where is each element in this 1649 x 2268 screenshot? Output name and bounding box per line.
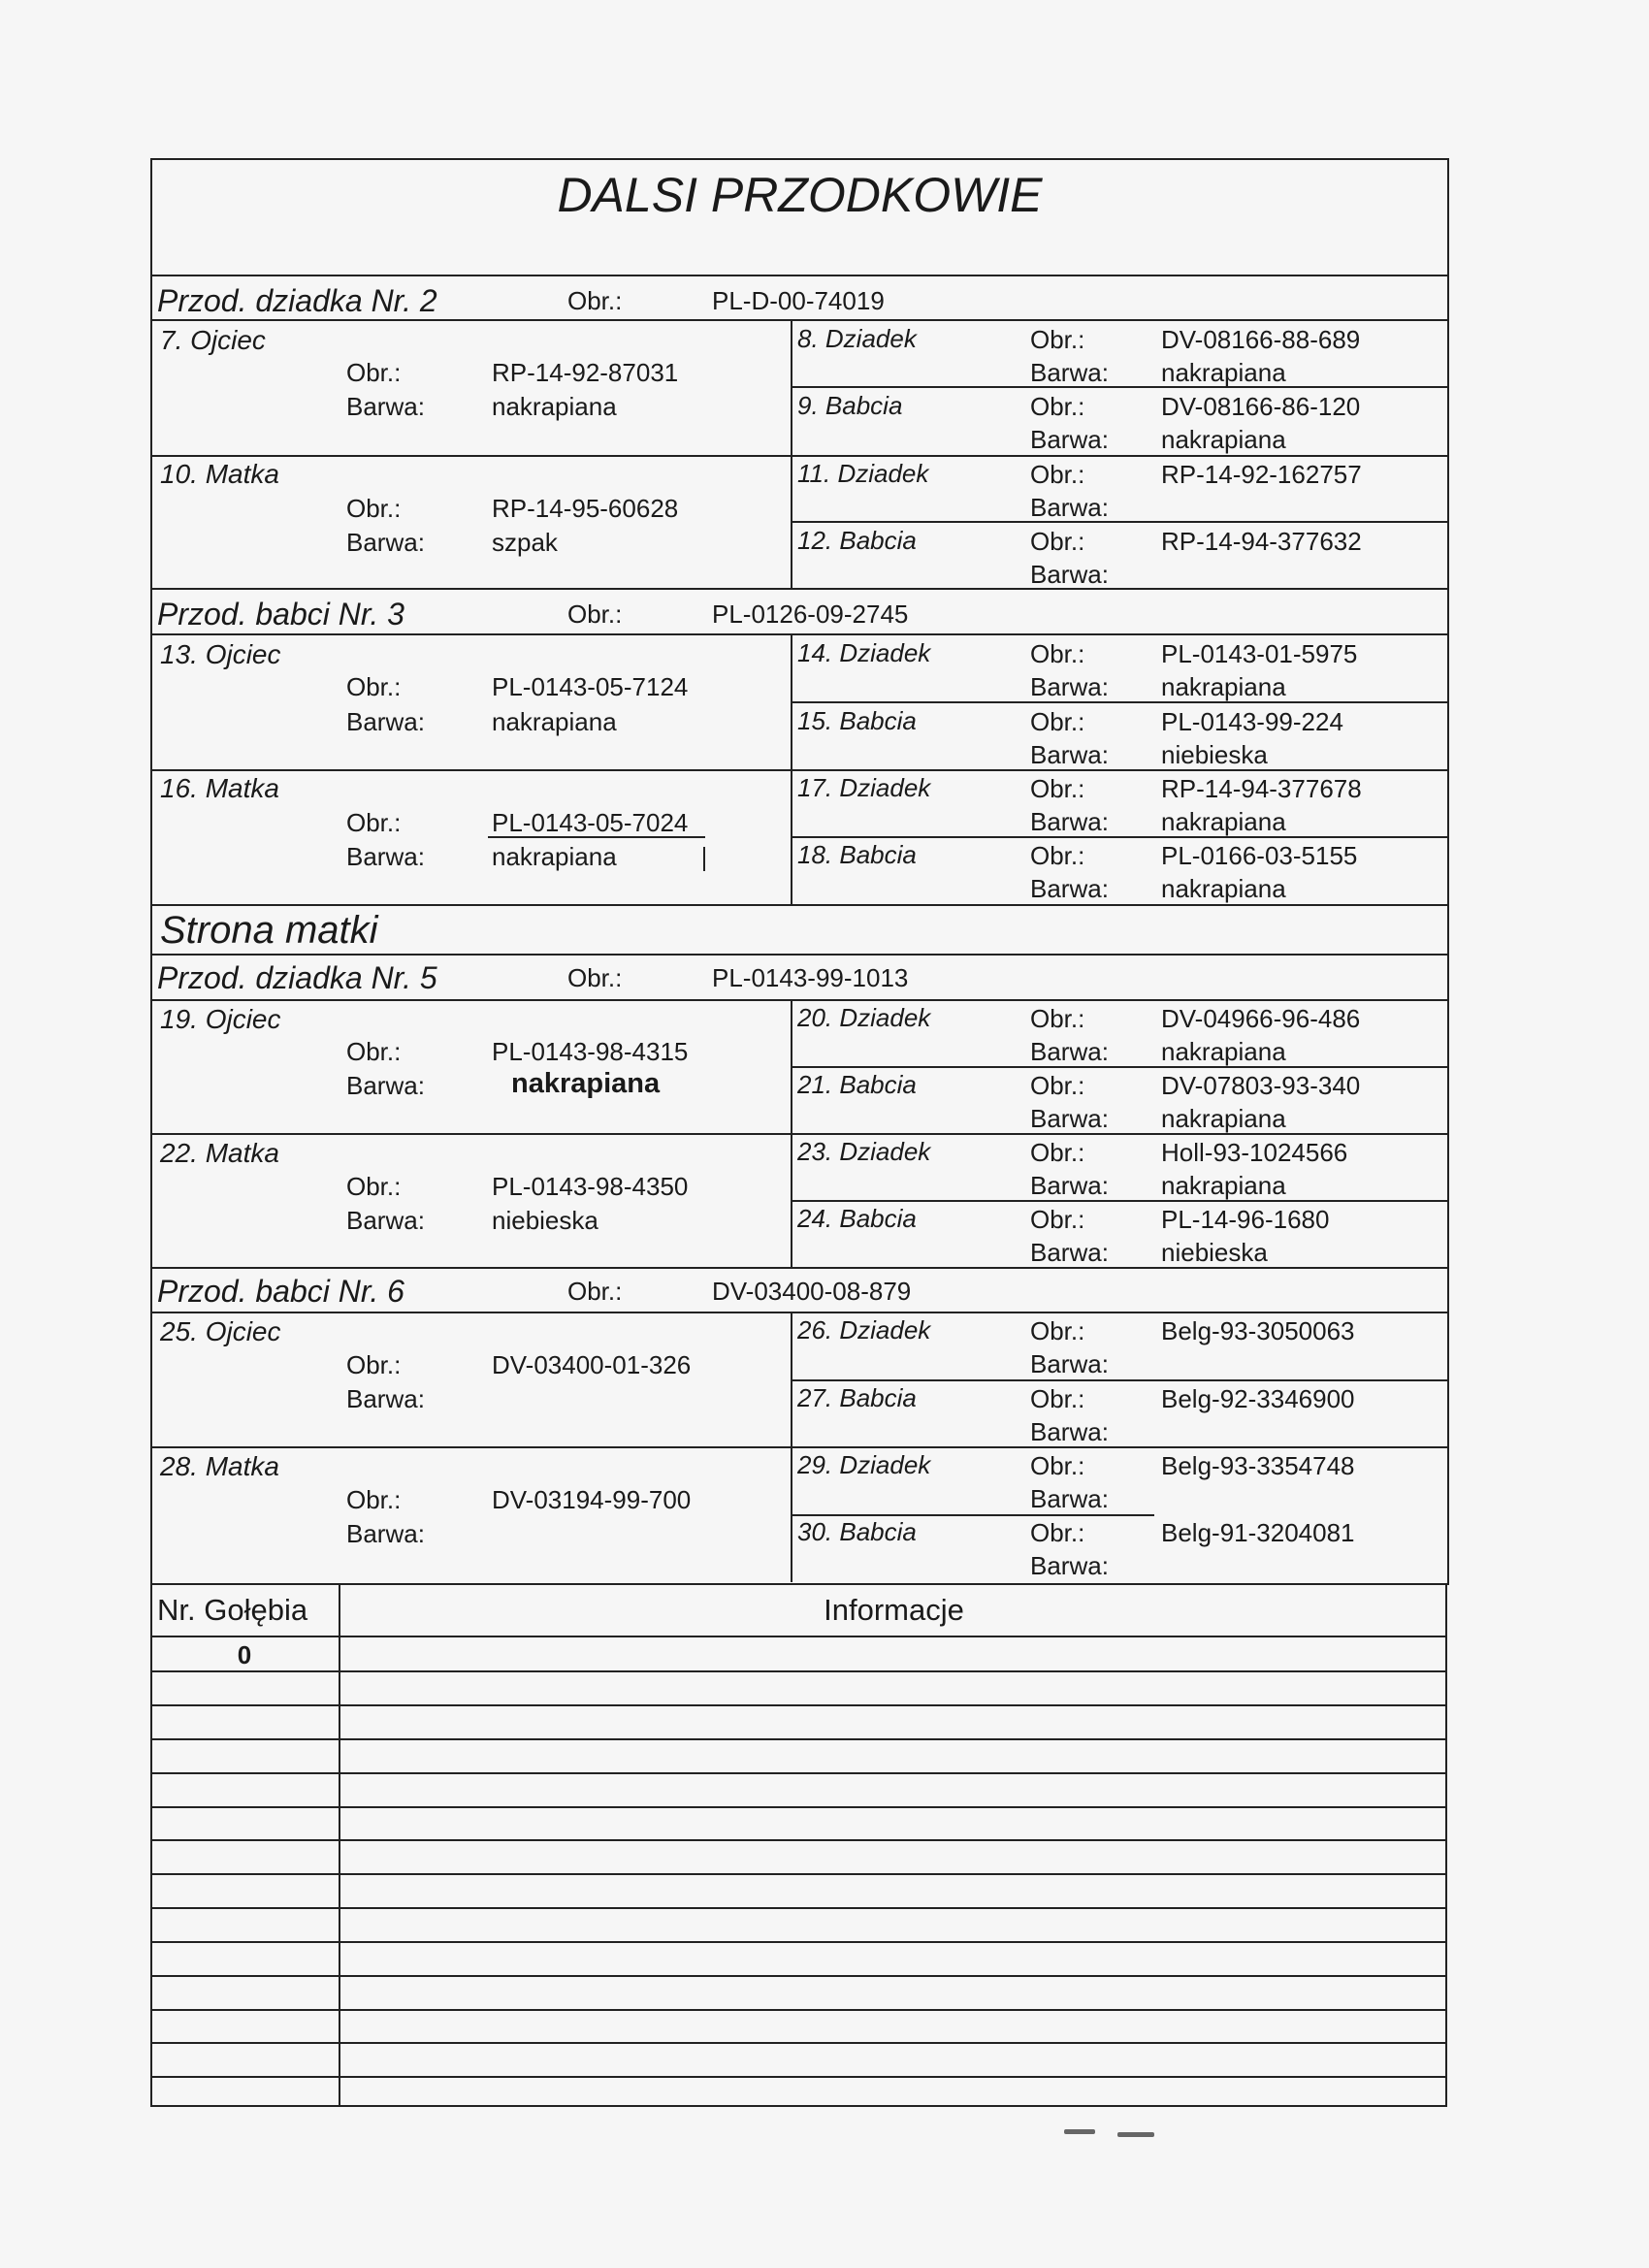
divider — [150, 455, 1449, 457]
info-row-line — [150, 1738, 1447, 1740]
barwa-label: Barwa: — [346, 392, 425, 421]
divider — [150, 633, 1449, 635]
ancestor-name: 22. Matka — [160, 1138, 279, 1168]
barwa-label: Barwa: — [1030, 874, 1109, 903]
ancestor-name: 23. Dziadek — [797, 1137, 931, 1166]
ring-number: PL-D-00-74019 — [712, 286, 885, 315]
divider — [150, 275, 1449, 276]
obr-label: Obr.: — [1030, 1004, 1085, 1033]
obr-label: Obr.: — [346, 1172, 402, 1201]
ring-number: DV-07803-93-340 — [1161, 1071, 1361, 1100]
corner-mark — [703, 847, 705, 871]
color-value: nakrapiana — [1161, 358, 1286, 387]
info-row-line — [150, 2076, 1447, 2078]
barwa-label: Barwa: — [1030, 672, 1109, 701]
obr-label: Obr.: — [346, 494, 402, 523]
barwa-label: Barwa: — [1030, 1484, 1109, 1513]
obr-label: Obr.: — [1030, 392, 1085, 421]
ring-number: Belg-93-3354748 — [1161, 1451, 1355, 1480]
ring-number: Belg-91-3204081 — [1161, 1518, 1355, 1547]
obr-label: Obr.: — [1030, 1451, 1085, 1480]
divider — [150, 1133, 1449, 1135]
barwa-label: Barwa: — [346, 528, 425, 557]
info-row-line — [150, 1907, 1447, 1909]
info-row-line — [150, 1704, 1447, 1706]
info-row-line — [150, 2009, 1447, 2011]
section-heading: Strona matki — [160, 909, 378, 952]
obr-label: Obr.: — [346, 808, 402, 837]
info-table — [150, 1583, 1447, 2107]
ring-number: DV-03400-01-326 — [492, 1350, 692, 1379]
ring-number: RP-14-94-377678 — [1161, 774, 1362, 803]
obr-label: Obr.: — [346, 1037, 402, 1066]
ring-number: RP-14-95-60628 — [492, 494, 679, 523]
divider — [791, 521, 1449, 523]
obr-label: Obr.: — [1030, 1384, 1085, 1413]
info-row-line — [150, 1806, 1447, 1808]
ancestor-name: 29. Dziadek — [797, 1450, 931, 1479]
color-value: nakrapiana — [492, 707, 617, 736]
obr-label: Obr.: — [346, 358, 402, 387]
ring-number: PL-14-96-1680 — [1161, 1205, 1330, 1234]
color-value: niebieska — [1161, 1238, 1268, 1267]
column-divider — [791, 319, 792, 588]
info-row-line — [150, 1873, 1447, 1875]
divider — [791, 1514, 1154, 1516]
divider — [150, 769, 1449, 771]
scan-mark — [1064, 2129, 1095, 2134]
obr-label: Obr.: — [1030, 1316, 1085, 1345]
obr-label: Obr.: — [1030, 1071, 1085, 1100]
ancestor-name: 26. Dziadek — [797, 1315, 931, 1345]
obr-label: Obr.: — [346, 672, 402, 701]
ring-number: PL-0126-09-2745 — [712, 599, 909, 629]
barwa-label: Barwa: — [346, 1071, 425, 1100]
color-value: nakrapiana — [1161, 807, 1286, 836]
ring-number: Holl-93-1024566 — [1161, 1138, 1348, 1167]
ancestor-name: 16. Matka — [160, 773, 279, 803]
color-value: nakrapiana — [492, 842, 617, 871]
ancestor-name: 14. Dziadek — [797, 638, 931, 667]
ancestor-name: 30. Babcia — [797, 1517, 917, 1546]
ancestor-name: 19. Ojciec — [160, 1004, 281, 1034]
ring-number: DV-08166-86-120 — [1161, 392, 1361, 421]
barwa-label: Barwa: — [346, 1384, 425, 1413]
divider — [150, 1446, 1449, 1448]
ancestor-name: 27. Babcia — [797, 1383, 917, 1412]
obr-label: Obr.: — [567, 599, 623, 629]
barwa-label: Barwa: — [1030, 1037, 1109, 1066]
ring-number: PL-0143-01-5975 — [1161, 639, 1358, 668]
obr-label: Obr.: — [567, 963, 623, 992]
obr-label: Obr.: — [1030, 527, 1085, 556]
ring-number: RP-14-94-377632 — [1161, 527, 1362, 556]
ancestor-name: 21. Babcia — [797, 1070, 917, 1099]
divider — [791, 1066, 1449, 1068]
ring-number: RP-14-92-87031 — [492, 358, 679, 387]
group-label: Przod. babci Nr. 3 — [157, 597, 404, 632]
ancestor-name: 12. Babcia — [797, 526, 917, 555]
obr-label: Obr.: — [1030, 325, 1085, 354]
divider — [791, 386, 1449, 388]
group-label: Przod. dziadka Nr. 5 — [157, 960, 437, 995]
color-value: nakrapiana — [1161, 1104, 1286, 1133]
ring-number: DV-03194-99-700 — [492, 1485, 692, 1514]
ring-number: Belg-92-3346900 — [1161, 1384, 1355, 1413]
divider — [791, 1200, 1449, 1202]
color-value: nakrapiana — [1161, 425, 1286, 454]
barwa-label: Barwa: — [1030, 560, 1109, 589]
barwa-label: Barwa: — [1030, 1417, 1109, 1446]
barwa-label: Barwa: — [1030, 1238, 1109, 1267]
column-divider — [339, 1583, 340, 2107]
barwa-label: Barwa: — [1030, 1349, 1109, 1378]
ancestor-name: 10. Matka — [160, 459, 279, 489]
barwa-label: Barwa: — [1030, 358, 1109, 387]
divider — [150, 1267, 1449, 1269]
scan-mark — [1117, 2132, 1154, 2137]
barwa-label: Barwa: — [346, 842, 425, 871]
barwa-label: Barwa: — [346, 1519, 425, 1548]
barwa-label: Barwa: — [1030, 1104, 1109, 1133]
ring-number: PL-0143-05-7024 — [492, 808, 689, 837]
divider — [791, 836, 1449, 838]
color-value: nakrapiana — [1161, 874, 1286, 903]
barwa-label: Barwa: — [1030, 1171, 1109, 1200]
color-value: szpak — [492, 528, 558, 557]
obr-label: Obr.: — [1030, 707, 1085, 736]
obr-label: Obr.: — [346, 1350, 402, 1379]
color-value: nakrapiana — [1161, 1171, 1286, 1200]
divider — [150, 319, 1449, 321]
information-header: Informacje — [824, 1593, 964, 1627]
obr-label: Obr.: — [1030, 639, 1085, 668]
info-row-line — [150, 1839, 1447, 1841]
ancestor-name: 8. Dziadek — [797, 324, 917, 353]
barwa-label: Barwa: — [1030, 493, 1109, 522]
info-row-line — [150, 1636, 1447, 1637]
pigeon-number-cell: 0 — [237, 1640, 252, 1669]
obr-label: Obr.: — [1030, 1518, 1085, 1547]
color-value: nakrapiana — [492, 392, 617, 421]
barwa-label: Barwa: — [1030, 425, 1109, 454]
divider — [150, 999, 1449, 1001]
barwa-label: Barwa: — [346, 1206, 425, 1235]
ring-number: PL-0143-98-4350 — [492, 1172, 689, 1201]
ring-number: PL-0143-99-224 — [1161, 707, 1343, 736]
divider — [150, 1312, 1449, 1313]
obr-label: Obr.: — [567, 286, 623, 315]
ring-number: RP-14-92-162757 — [1161, 460, 1362, 489]
color-value: nakrapiana — [1161, 1037, 1286, 1066]
color-value: niebieska — [492, 1206, 598, 1235]
ring-number: Belg-93-3050063 — [1161, 1316, 1355, 1345]
color-value: nakrapiana — [511, 1068, 661, 1099]
ancestor-name: 28. Matka — [160, 1451, 279, 1481]
info-row-line — [150, 1670, 1447, 1672]
obr-label: Obr.: — [1030, 1138, 1085, 1167]
barwa-label: Barwa: — [1030, 807, 1109, 836]
ring-number: DV-08166-88-689 — [1161, 325, 1361, 354]
divider — [150, 954, 1449, 956]
column-divider — [791, 1312, 792, 1582]
ancestor-name: 18. Babcia — [797, 840, 917, 869]
ring-number: DV-04966-96-486 — [1161, 1004, 1361, 1033]
divider — [791, 701, 1449, 703]
ring-number: PL-0143-05-7124 — [492, 672, 689, 701]
ancestor-name: 15. Babcia — [797, 706, 917, 735]
color-value: niebieska — [1161, 740, 1268, 769]
ancestor-name: 17. Dziadek — [797, 773, 931, 802]
obr-label: Obr.: — [1030, 841, 1085, 870]
ancestor-name: 25. Ojciec — [160, 1316, 281, 1346]
pigeon-number-header: Nr. Gołębia — [157, 1593, 308, 1627]
barwa-label: Barwa: — [346, 707, 425, 736]
info-row-line — [150, 1772, 1447, 1774]
info-row-line — [150, 2042, 1447, 2044]
info-row-line — [150, 1975, 1447, 1977]
info-row-line — [150, 1941, 1447, 1943]
obr-label: Obr.: — [1030, 1205, 1085, 1234]
ancestor-name: 20. Dziadek — [797, 1003, 931, 1032]
ancestor-name: 7. Ojciec — [160, 325, 266, 355]
ring-number: PL-0143-99-1013 — [712, 963, 909, 992]
ancestor-name: 24. Babcia — [797, 1204, 917, 1233]
ancestor-name: 13. Ojciec — [160, 639, 281, 669]
color-value: nakrapiana — [1161, 672, 1286, 701]
ancestor-name: 9. Babcia — [797, 391, 903, 420]
obr-label: Obr.: — [346, 1485, 402, 1514]
ring-number: DV-03400-08-879 — [712, 1277, 912, 1306]
column-divider — [791, 633, 792, 905]
page-title: DALSI PRZODKOWIE — [557, 168, 1043, 222]
obr-label: Obr.: — [1030, 774, 1085, 803]
group-label: Przod. babci Nr. 6 — [157, 1274, 404, 1309]
divider — [150, 904, 1449, 906]
barwa-label: Barwa: — [1030, 740, 1109, 769]
divider — [791, 1379, 1449, 1381]
obr-label: Obr.: — [1030, 460, 1085, 489]
ring-number: PL-0143-98-4315 — [492, 1037, 689, 1066]
column-divider — [791, 999, 792, 1267]
obr-label: Obr.: — [567, 1277, 623, 1306]
ancestor-name: 11. Dziadek — [797, 459, 929, 488]
divider — [150, 588, 1449, 590]
ring-number: PL-0166-03-5155 — [1161, 841, 1358, 870]
group-label: Przod. dziadka Nr. 2 — [157, 283, 437, 318]
barwa-label: Barwa: — [1030, 1551, 1109, 1580]
